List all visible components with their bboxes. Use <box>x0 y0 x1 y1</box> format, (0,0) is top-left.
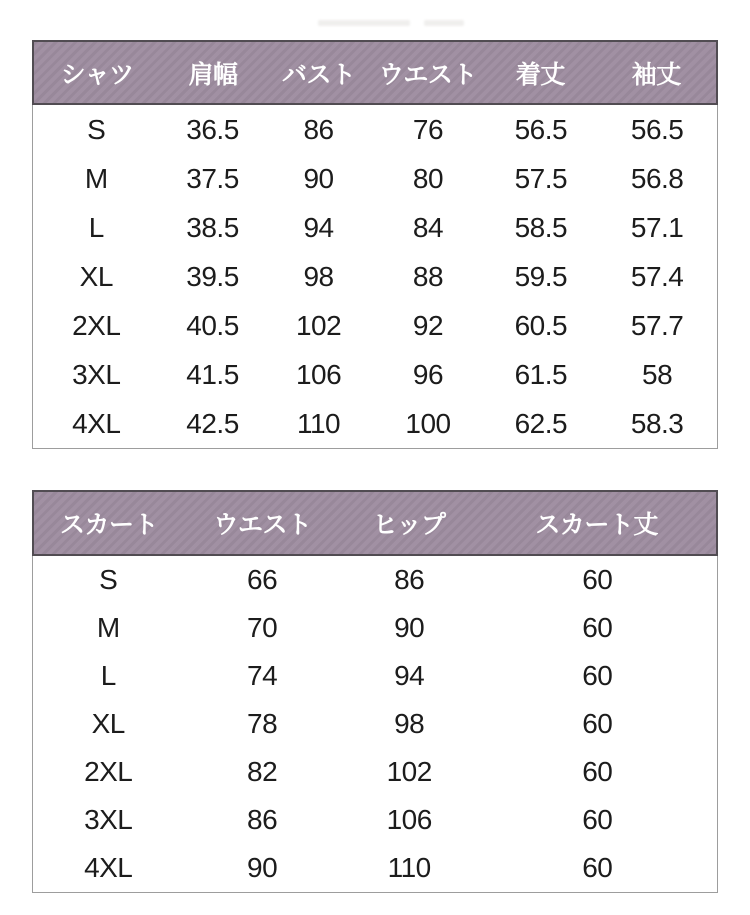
measurement-cell: 58 <box>642 358 673 390</box>
size-label-cell: 3XL <box>84 804 133 835</box>
faint-cropped-text-artifact <box>318 14 478 30</box>
table-row <box>33 301 717 350</box>
measurement-cell: 84 <box>412 211 444 243</box>
table-row <box>33 203 717 252</box>
shirt-table-body <box>32 105 718 449</box>
size-label-cell: 2XL <box>72 309 121 341</box>
size-label-cell: L <box>100 660 116 691</box>
table-row <box>33 252 717 301</box>
measurement-cell: 40.5 <box>186 309 239 341</box>
shirt-table-header-row <box>32 40 718 105</box>
measurement-cell: 60 <box>582 804 613 835</box>
measurement-cell: 106 <box>295 358 342 390</box>
measurement-cell: 94 <box>394 660 425 691</box>
measurement-cell: 98 <box>394 708 425 739</box>
skirt-size-table <box>32 490 718 893</box>
measurement-cell: 100 <box>405 407 451 439</box>
measurement-cell: 110 <box>296 407 341 439</box>
measurement-cell: 42.5 <box>186 407 239 439</box>
measurement-cell: 78 <box>247 708 278 739</box>
table-row <box>33 700 717 748</box>
measurement-cell: 60 <box>582 564 613 595</box>
table-row <box>33 796 717 844</box>
measurement-cell: 70 <box>247 612 278 643</box>
measurement-cell: 86 <box>394 564 425 595</box>
measurement-cell: 56.8 <box>630 162 684 194</box>
size-label-cell: S <box>87 113 106 145</box>
measurement-cell: 98 <box>303 260 334 292</box>
measurement-cell: 76 <box>412 113 444 145</box>
table-row <box>33 399 717 448</box>
smudge-left <box>318 20 410 26</box>
table-row <box>33 604 717 652</box>
measurement-cell: 60 <box>582 756 613 787</box>
measurement-cell: 37.5 <box>186 162 239 194</box>
column-header-cell: スカート丈 <box>535 511 658 539</box>
column-header-cell: 肩幅 <box>188 60 238 89</box>
measurement-cell: 60 <box>582 660 613 691</box>
column-header-cell: スカート <box>60 511 159 539</box>
column-header-cell: 袖丈 <box>631 60 681 89</box>
measurement-cell: 61.5 <box>514 358 568 390</box>
skirt-table-body <box>32 556 718 893</box>
measurement-cell: 74 <box>247 660 278 691</box>
size-label-cell: XL <box>79 260 113 292</box>
measurement-cell: 36.5 <box>186 113 239 145</box>
column-header-cell: ヒップ <box>372 511 446 539</box>
measurement-cell: 57.1 <box>630 211 684 243</box>
measurement-cell: 102 <box>386 756 432 787</box>
measurement-cell: 90 <box>303 162 334 194</box>
measurement-cell: 90 <box>394 612 425 643</box>
measurement-cell: 60.5 <box>514 309 568 341</box>
measurement-cell: 56.5 <box>630 113 684 145</box>
column-header-cell: 着丈 <box>515 60 565 89</box>
measurement-cell: 57.5 <box>514 162 568 194</box>
measurement-cell: 86 <box>303 113 334 145</box>
size-label-cell: 3XL <box>72 358 121 390</box>
size-label-cell: M <box>96 612 120 643</box>
measurement-cell: 39.5 <box>186 260 239 292</box>
measurement-cell: 41.5 <box>186 358 239 390</box>
measurement-cell: 90 <box>247 852 278 883</box>
table-row <box>33 350 717 399</box>
measurement-cell: 59.5 <box>514 260 568 292</box>
table-row <box>33 154 717 203</box>
measurement-cell: 62.5 <box>514 407 568 439</box>
table-row <box>33 652 717 700</box>
measurement-cell: 66 <box>247 564 278 595</box>
table-row <box>33 748 717 796</box>
skirt-table-header-row <box>32 490 718 556</box>
measurement-cell: 56.5 <box>514 113 568 145</box>
table-row <box>33 105 717 154</box>
size-label-cell: L <box>88 211 104 243</box>
measurement-cell: 57.4 <box>630 260 684 292</box>
measurement-cell: 60 <box>582 612 613 643</box>
size-label-cell: XL <box>91 708 125 739</box>
measurement-cell: 58.3 <box>630 407 684 439</box>
measurement-cell: 92 <box>412 309 444 341</box>
size-label-cell: 2XL <box>84 756 133 787</box>
column-header-cell: バスト <box>281 60 356 89</box>
shirt-size-table <box>32 40 718 449</box>
measurement-cell: 58.5 <box>514 211 568 243</box>
measurement-cell: 82 <box>247 756 278 787</box>
measurement-cell: 57.7 <box>630 309 684 341</box>
measurement-cell: 60 <box>582 708 613 739</box>
measurement-cell: 94 <box>303 211 334 243</box>
column-header-cell: ウエスト <box>378 60 477 89</box>
measurement-cell: 60 <box>582 852 613 883</box>
column-header-cell: ウエスト <box>213 511 312 539</box>
size-label-cell: S <box>99 564 118 595</box>
measurement-cell: 110 <box>387 852 431 883</box>
measurement-cell: 102 <box>295 309 342 341</box>
measurement-cell: 86 <box>247 804 278 835</box>
size-label-cell: 4XL <box>72 407 121 439</box>
size-label-cell: M <box>84 162 108 194</box>
table-row <box>33 844 717 892</box>
measurement-cell: 38.5 <box>186 211 239 243</box>
measurement-cell: 96 <box>412 358 444 390</box>
table-row <box>33 556 717 604</box>
measurement-cell: 80 <box>412 162 444 194</box>
size-label-cell: 4XL <box>84 852 133 883</box>
smudge-right <box>424 20 464 26</box>
measurement-cell: 106 <box>386 804 432 835</box>
column-header-cell: シャツ <box>60 60 134 89</box>
measurement-cell: 88 <box>412 260 444 292</box>
